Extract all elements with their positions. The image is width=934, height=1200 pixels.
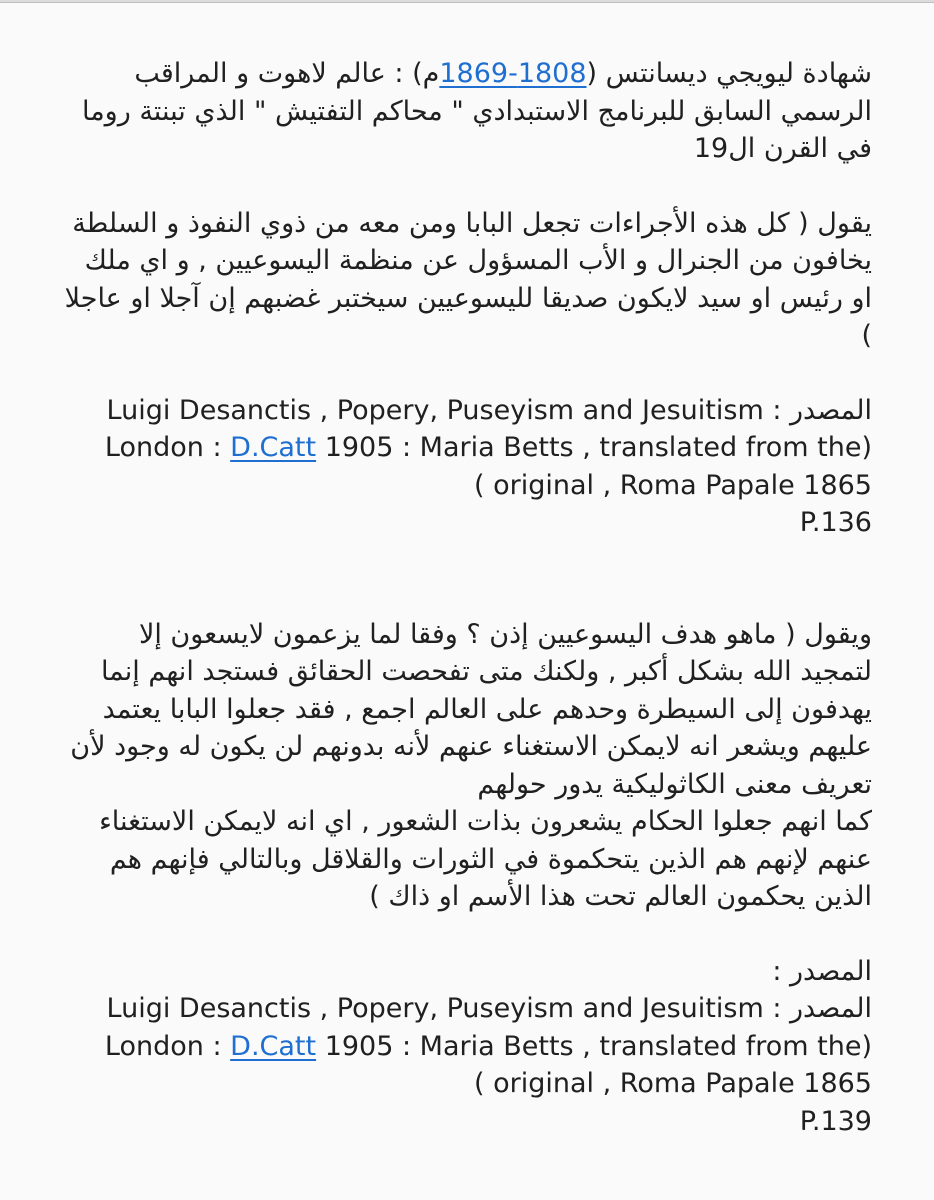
top-divider-shadow [0, 2, 934, 3]
source-block-1 [60, 392, 872, 542]
source-1-original: ( original , Roma Papale 1865 [474, 469, 872, 501]
source-2-page [60, 1103, 872, 1141]
publisher-link-2[interactable]: D.Catt [230, 1030, 317, 1062]
source-1-label: المصدر : [772, 394, 872, 426]
years-link[interactable]: 1808-1869 [439, 58, 587, 89]
source-2-label: المصدر : [772, 993, 872, 1024]
source-2-line-1 [60, 990, 872, 1028]
quote-paragraph-2 [60, 616, 872, 916]
source-1-line-3 [60, 467, 872, 505]
post-body [60, 55, 872, 1140]
intro-paragraph [60, 55, 872, 168]
source-2-page-number: P.139 [799, 1105, 872, 1137]
quote-paragraph-1 [60, 205, 872, 355]
source-2-title: Luigi Desanctis , Popery, Puseyism and Jesuitism [106, 993, 764, 1024]
source-1-title: Luigi Desanctis , Popery, Puseyism and Jesuitism [106, 394, 764, 426]
source-1-line-2-pre: London : [104, 432, 231, 463]
intro-suffix: م) : عالم لاهوت و المراقب الرسمي السابق للبرنامج الاستبدادي " محاكم التفتيش " الذي تبنتة روما في القرن ال19 [81, 58, 872, 164]
intro-text [60, 55, 872, 168]
source-1-line-2 [60, 429, 872, 467]
quote-text-1: يقول ( كل هذه الأجراءات تجعل البابا ومن معه من ذوي النفوذ و السلطة يخافون من الجنرال و الأب المسؤول عن منظمة اليسوعيين , و اي ملك او رئيس او سيد لايكون صديقا لليسوعيين سيختبر غضبهم إن آجلا او عاجلا ) [64, 207, 872, 351]
source-1-line-2-post: 1905 : Maria Betts , translated from the) [316, 432, 872, 463]
publisher-link-1[interactable]: D.Catt [230, 432, 317, 463]
source-2-heading: المصدر : [772, 955, 872, 987]
quote-text-2b: كما انهم جعلوا الحكام يشعرون بذات الشعور , اي انه لايمكن الاستغناء عنهم لإنهم هم الذين يتحكموة في الثورات والقلاقل وبالتالي فإنهم هم الذين يحكمون العالم تحت هذا الأسم او ذاك ) [99, 806, 872, 912]
quote-text-2a: ويقول ( ماهو هدف اليسوعيين إذن ؟ وفقا لما يزعمون لايسعون إلا لتمجيد الله بشكل أكبر , ولكنك متى تفحصت الحقائق فستجد انهم إنما يهدفون إلى السيطرة وحدهم على العالم اجمع , فقد جعلوا البابا يعتمد عليهم ويشعر انه لايمكن الاستغناء عنهم لأنه بدونهم لن يكون له وجود لأن تعريف معنى الكاثوليكية يدور حولهم [70, 618, 872, 800]
intro-prefix: شهادة ليويجي ديسانتس ( [586, 58, 872, 89]
source-block-2 [60, 953, 872, 1141]
source-2-line-3 [60, 1065, 872, 1103]
source-2-line-2 [60, 1028, 872, 1066]
source-2-line-2-post: 1905 : Maria Betts , translated from the) [316, 1030, 872, 1062]
source-1-page [60, 504, 872, 542]
source-1-line-1 [60, 392, 872, 430]
source-2-original: ( original , Roma Papale 1865 [474, 1068, 872, 1099]
source-1-page-number: P.136 [799, 507, 872, 538]
source-2-line-2-pre: London : [104, 1030, 231, 1062]
